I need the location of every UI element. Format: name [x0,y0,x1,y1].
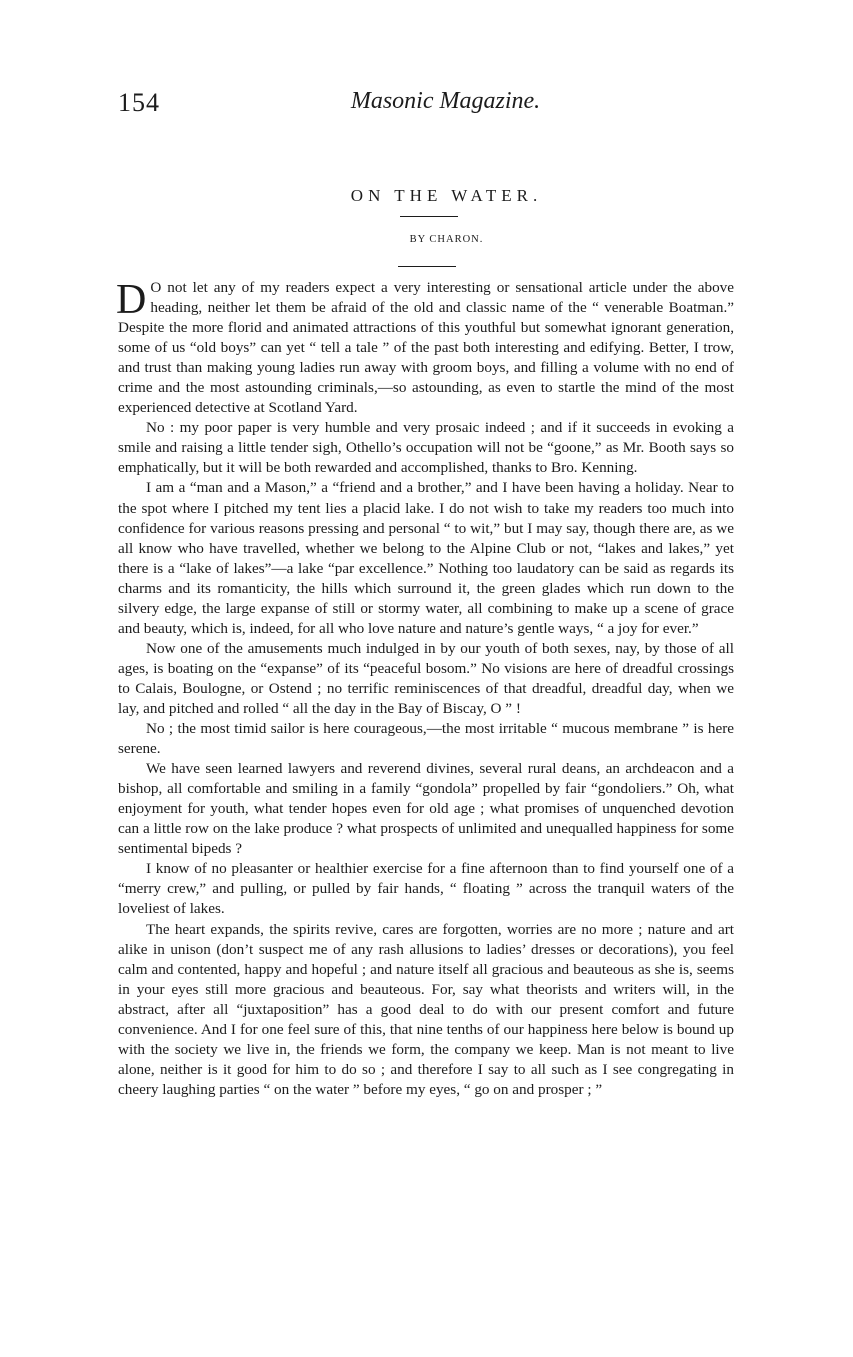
paragraph-5: No ; the most timid sailor is here courageous,—the most irritable “ mucous membrane ” is here serene. [118,720,734,758]
paragraph-8: The heart expands, the spirits revive, cares are forgotten, worries are no more ; nature and art alike in unison (don’t suspect me of any rash allusions to ladies’ dresses or decorations), you feel calm and contented, happy and hopeful ; and nature itself all gracious and beauteous as she is, seems in your eyes still more gracious and beauteous. For, say what theorists and writers will, in the abstract, after all “juxtaposition” has a good deal to do with our present comfort and future convenience. And I for one feel sure of this, that nine tenths of our happiness here below is bound up with the society we live in, the friends we form, the company we keep. Man is not meant to live alone, neither is it good for him to do so ; and therefore I say to all such as I see congregating in cheery laughing parties “ on the water ” before my eyes, “ go on and prosper ; ” [118,920,734,1098]
paragraph-4: Now one of the amusements much indulged in by our youth of both sexes, nay, by those of all ages, is boating on the “expanse” of its “peaceful bosom.” No visions are here of dreadful crossings to Calais, Boulogne, or Ostend ; no terrific reminiscences of that dreadful, dreadful day, when we lay, and pitched and rolled “ all the day in the Bay of Biscay, O ” ! [118,639,734,717]
article-body [118,278,734,1100]
paragraph-1-text: O not let any of my readers expect a very interesting or sensational article under the above heading, neither let them be afraid of the old and classic name of the “ venerable Boatman.” Despite the more florid and animated attractions of this youthful but somewhat ignorant generation, some of us “old boys” can yet “ tell a tale ” of the past both interesting and edifying. Better, I trow, and trust than making young ladies run away with groom boys, and filling a volume with no end of crime and the most astounding criminals,—so astounding, as even to startle the mind of the most experienced detective at Scotland Yard. [118,279,734,417]
title-rule [400,216,458,217]
paragraph-2: No : my poor paper is very humble and very prosaic indeed ; and if it succeeds in evoking a smile and raising a little tender sigh, Othello’s occupation will not be “goone,” as Mr. Booth says so emphatically, but it will be both rewarded and accomplished, thanks to Bro. Kenning. [118,419,734,477]
article-title: ON THE WATER. [350,186,543,205]
article-byline: BY CHARON. [409,234,484,245]
byline-rule [398,266,456,267]
drop-cap: D [116,277,147,323]
paragraph-3: I am a “man and a Mason,” a “friend and a brother,” and I have been having a holiday. Near to the spot where I pitched my tent lies a placid lake. I do not wish to take my readers too much into confidence for various reasons pressing and personal “ to wit,” but I may say, though there are, as we all know who have travelled, whether we belong to the Alpine Club or not, “lakes and lakes,” yet there is a “lake of lakes”—a lake “par excellence.” Nothing too laudatory can be said as regards its charms and its romanticity, the hills which surround it, the green glades which run down to the silvery edge, the large expanse of still or stormy water, all combining to make up a scene of grace and beauty, which is, indeed, for all who love nature and nature’s gentle ways, “ a joy for ever.” [118,479,734,637]
running-head: Masonic Magazine. [350,88,541,114]
paragraph-1 [118,278,734,418]
page-number: 154 [118,88,160,117]
paragraph-6: We have seen learned lawyers and reverend divines, several rural deans, an archdeacon and a bishop, all comfortable and smiling in a family “gondola” propelled by fair “gondoliers.” Oh, what enjoyment for youth, what tender hopes even for old age ; what promises of unquenched devotion can a little row on the lake produce ? what prospects of unlimited and unequalled happiness for some sentimental bipeds ? [118,760,734,858]
paragraph-7: I know of no pleasanter or healthier exercise for a fine afternoon than to find yourself one of a “merry crew,” and pulling, or pulled by fair hands, “ floating ” across the tranquil waters of the loveliest of lakes. [118,860,734,918]
